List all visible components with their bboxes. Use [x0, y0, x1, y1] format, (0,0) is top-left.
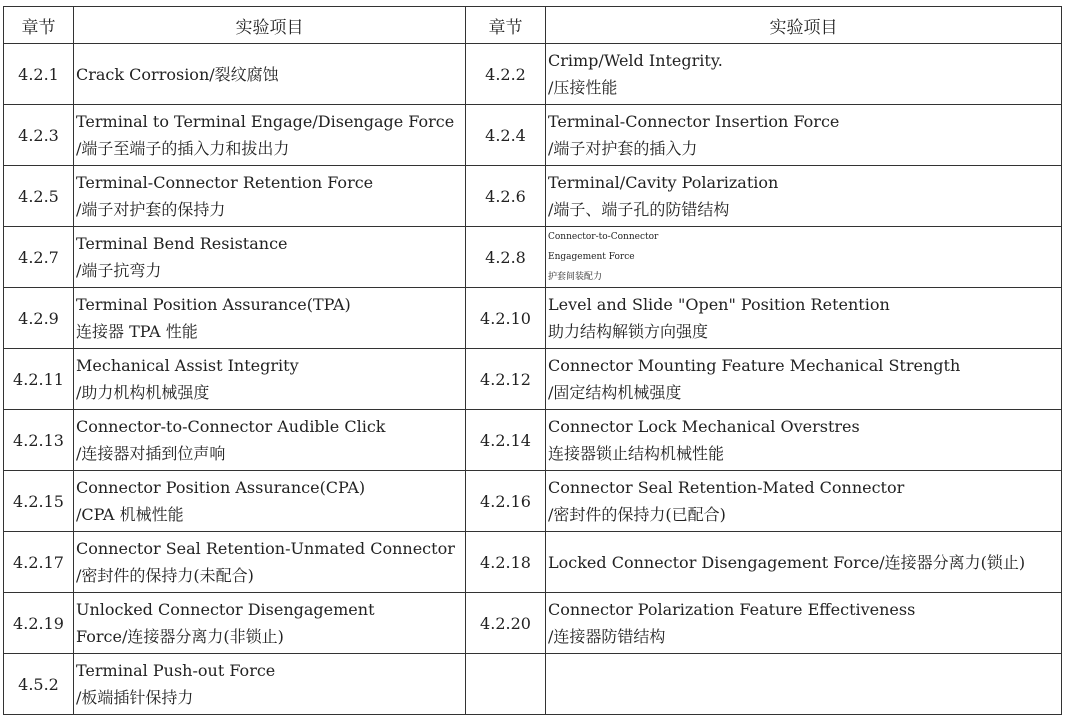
test-item-line: Connector-to-Connector: [548, 232, 659, 242]
test-item-line: Terminal Push-out Force: [76, 661, 276, 680]
section-number-right: 4.2.8: [466, 227, 546, 288]
test-item-line: Crack Corrosion/裂纹腐蚀: [76, 64, 279, 84]
test-item-line: Terminal Bend Resistance: [76, 234, 288, 253]
test-item-line: Mechanical Assist Integrity: [76, 356, 299, 375]
section-number-left: 4.2.3: [4, 105, 74, 166]
table-row: [4, 227, 1062, 288]
test-item-line: /连接器防错结构: [548, 627, 666, 646]
test-item-right: [546, 593, 1062, 654]
section-number-left: 4.2.19: [4, 593, 74, 654]
test-item-line: /密封件的保持力(已配合): [548, 505, 726, 524]
table-header-row: [4, 7, 1062, 44]
test-item-line: /端子、端子孔的防错结构: [548, 200, 730, 219]
header-section-left: 章节: [4, 7, 74, 44]
test-item-left: [74, 593, 466, 654]
test-item-right: [546, 105, 1062, 166]
test-item-line: Connector Mounting Feature Mechanical Strength: [548, 356, 961, 375]
header-item-right: 实验项目: [546, 7, 1062, 44]
test-item-line: /端子对护套的保持力: [76, 200, 226, 219]
test-item-line: /端子至端子的插入力和拔出力: [76, 139, 290, 158]
test-item-right: [546, 288, 1062, 349]
test-item-line: 连接器 TPA 性能: [76, 322, 198, 341]
section-number-left: 4.2.5: [4, 166, 74, 227]
section-number-right: 4.2.18: [466, 532, 546, 593]
section-number-left: 4.2.11: [4, 349, 74, 410]
section-number-right: 4.2.10: [466, 288, 546, 349]
test-item-line: Level and Slide "Open" Position Retention: [548, 295, 890, 314]
test-item-line: Terminal Position Assurance(TPA): [76, 295, 351, 314]
section-number-right: 4.2.2: [466, 44, 546, 105]
section-number-left: 4.2.9: [4, 288, 74, 349]
test-item-left: [74, 44, 466, 105]
test-item-line: /密封件的保持力(未配合): [76, 566, 254, 585]
test-item-line: Connector Position Assurance(CPA): [76, 478, 366, 497]
test-item-line: /端子抗弯力: [76, 261, 162, 280]
header-item-left: 实验项目: [74, 7, 466, 44]
test-item-line: Engagement Force: [548, 252, 635, 262]
test-item-left: [74, 654, 466, 715]
test-item-right: [546, 532, 1062, 593]
test-item-line: /CPA 机械性能: [76, 505, 184, 524]
test-item-left: [74, 349, 466, 410]
section-number-right: [466, 654, 546, 715]
test-items-table: [3, 6, 1062, 715]
test-item-left: [74, 166, 466, 227]
test-item-left: [74, 227, 466, 288]
section-number-right: 4.2.14: [466, 410, 546, 471]
test-item-line: Terminal/Cavity Polarization: [548, 173, 779, 192]
table-row: [4, 654, 1062, 715]
test-item-line: Locked Connector Disengagement Force/连接器分离力(锁止): [548, 552, 1026, 572]
table-body: [4, 44, 1062, 715]
section-number-left: 4.2.7: [4, 227, 74, 288]
section-number-left: 4.5.2: [4, 654, 74, 715]
test-item-right: [546, 471, 1062, 532]
test-item-line: Terminal-Connector Retention Force: [76, 173, 374, 192]
test-item-left: [74, 288, 466, 349]
test-item-line: Connector Polarization Feature Effectiveness: [548, 600, 916, 619]
test-item-right: [546, 44, 1062, 105]
test-item-left: [74, 471, 466, 532]
section-number-right: 4.2.4: [466, 105, 546, 166]
test-item-line: 助力结构解锁方向强度: [548, 322, 709, 341]
section-number-left: 4.2.15: [4, 471, 74, 532]
test-item-line: Connector Seal Retention-Unmated Connector: [76, 539, 455, 558]
table-row: [4, 105, 1062, 166]
test-item-left: [74, 105, 466, 166]
test-item-line: Force/连接器分离力(非锁止): [76, 627, 284, 646]
test-item-left: [74, 410, 466, 471]
section-number-left: 4.2.1: [4, 44, 74, 105]
test-item-line: /压接性能: [548, 78, 618, 97]
test-item-line: /固定结构机械强度: [548, 383, 682, 402]
test-item-line: Connector-to-Connector Audible Click: [76, 417, 386, 436]
test-item-line: Crimp/Weld Integrity.: [548, 51, 723, 70]
test-item-line: Connector Lock Mechanical Overstres: [548, 417, 860, 436]
table-row: [4, 349, 1062, 410]
test-item-right: [546, 349, 1062, 410]
table-row: [4, 593, 1062, 654]
table-row: [4, 288, 1062, 349]
test-item-line: Connector Seal Retention-Mated Connector: [548, 478, 905, 497]
test-item-line: Terminal-Connector Insertion Force: [548, 112, 840, 131]
test-item-line: /连接器对插到位声响: [76, 444, 226, 463]
table-row: [4, 166, 1062, 227]
test-item-right: [546, 654, 1062, 715]
test-item-left: [74, 532, 466, 593]
test-item-line: /助力机构机械强度: [76, 383, 210, 402]
header-section-right: 章节: [466, 7, 546, 44]
test-item-line: Terminal to Terminal Engage/Disengage Force: [76, 112, 455, 131]
test-item-line: 连接器锁止结构机械性能: [548, 444, 725, 463]
test-item-line: Unlocked Connector Disengagement: [76, 600, 375, 619]
section-number-right: 4.2.20: [466, 593, 546, 654]
table-row: [4, 44, 1062, 105]
section-number-right: 4.2.6: [466, 166, 546, 227]
test-item-right: [546, 410, 1062, 471]
section-number-right: 4.2.16: [466, 471, 546, 532]
table-row: [4, 532, 1062, 593]
test-item-right: [546, 166, 1062, 227]
test-item-line: /板端插针保持力: [76, 688, 194, 707]
section-number-left: 4.2.17: [4, 532, 74, 593]
test-item-right: [546, 227, 1062, 288]
section-number-right: 4.2.12: [466, 349, 546, 410]
section-number-left: 4.2.13: [4, 410, 74, 471]
table-row: [4, 471, 1062, 532]
test-item-line: /端子对护套的插入力: [548, 139, 698, 158]
table-row: [4, 410, 1062, 471]
test-item-line: 护套间装配力: [548, 272, 603, 282]
